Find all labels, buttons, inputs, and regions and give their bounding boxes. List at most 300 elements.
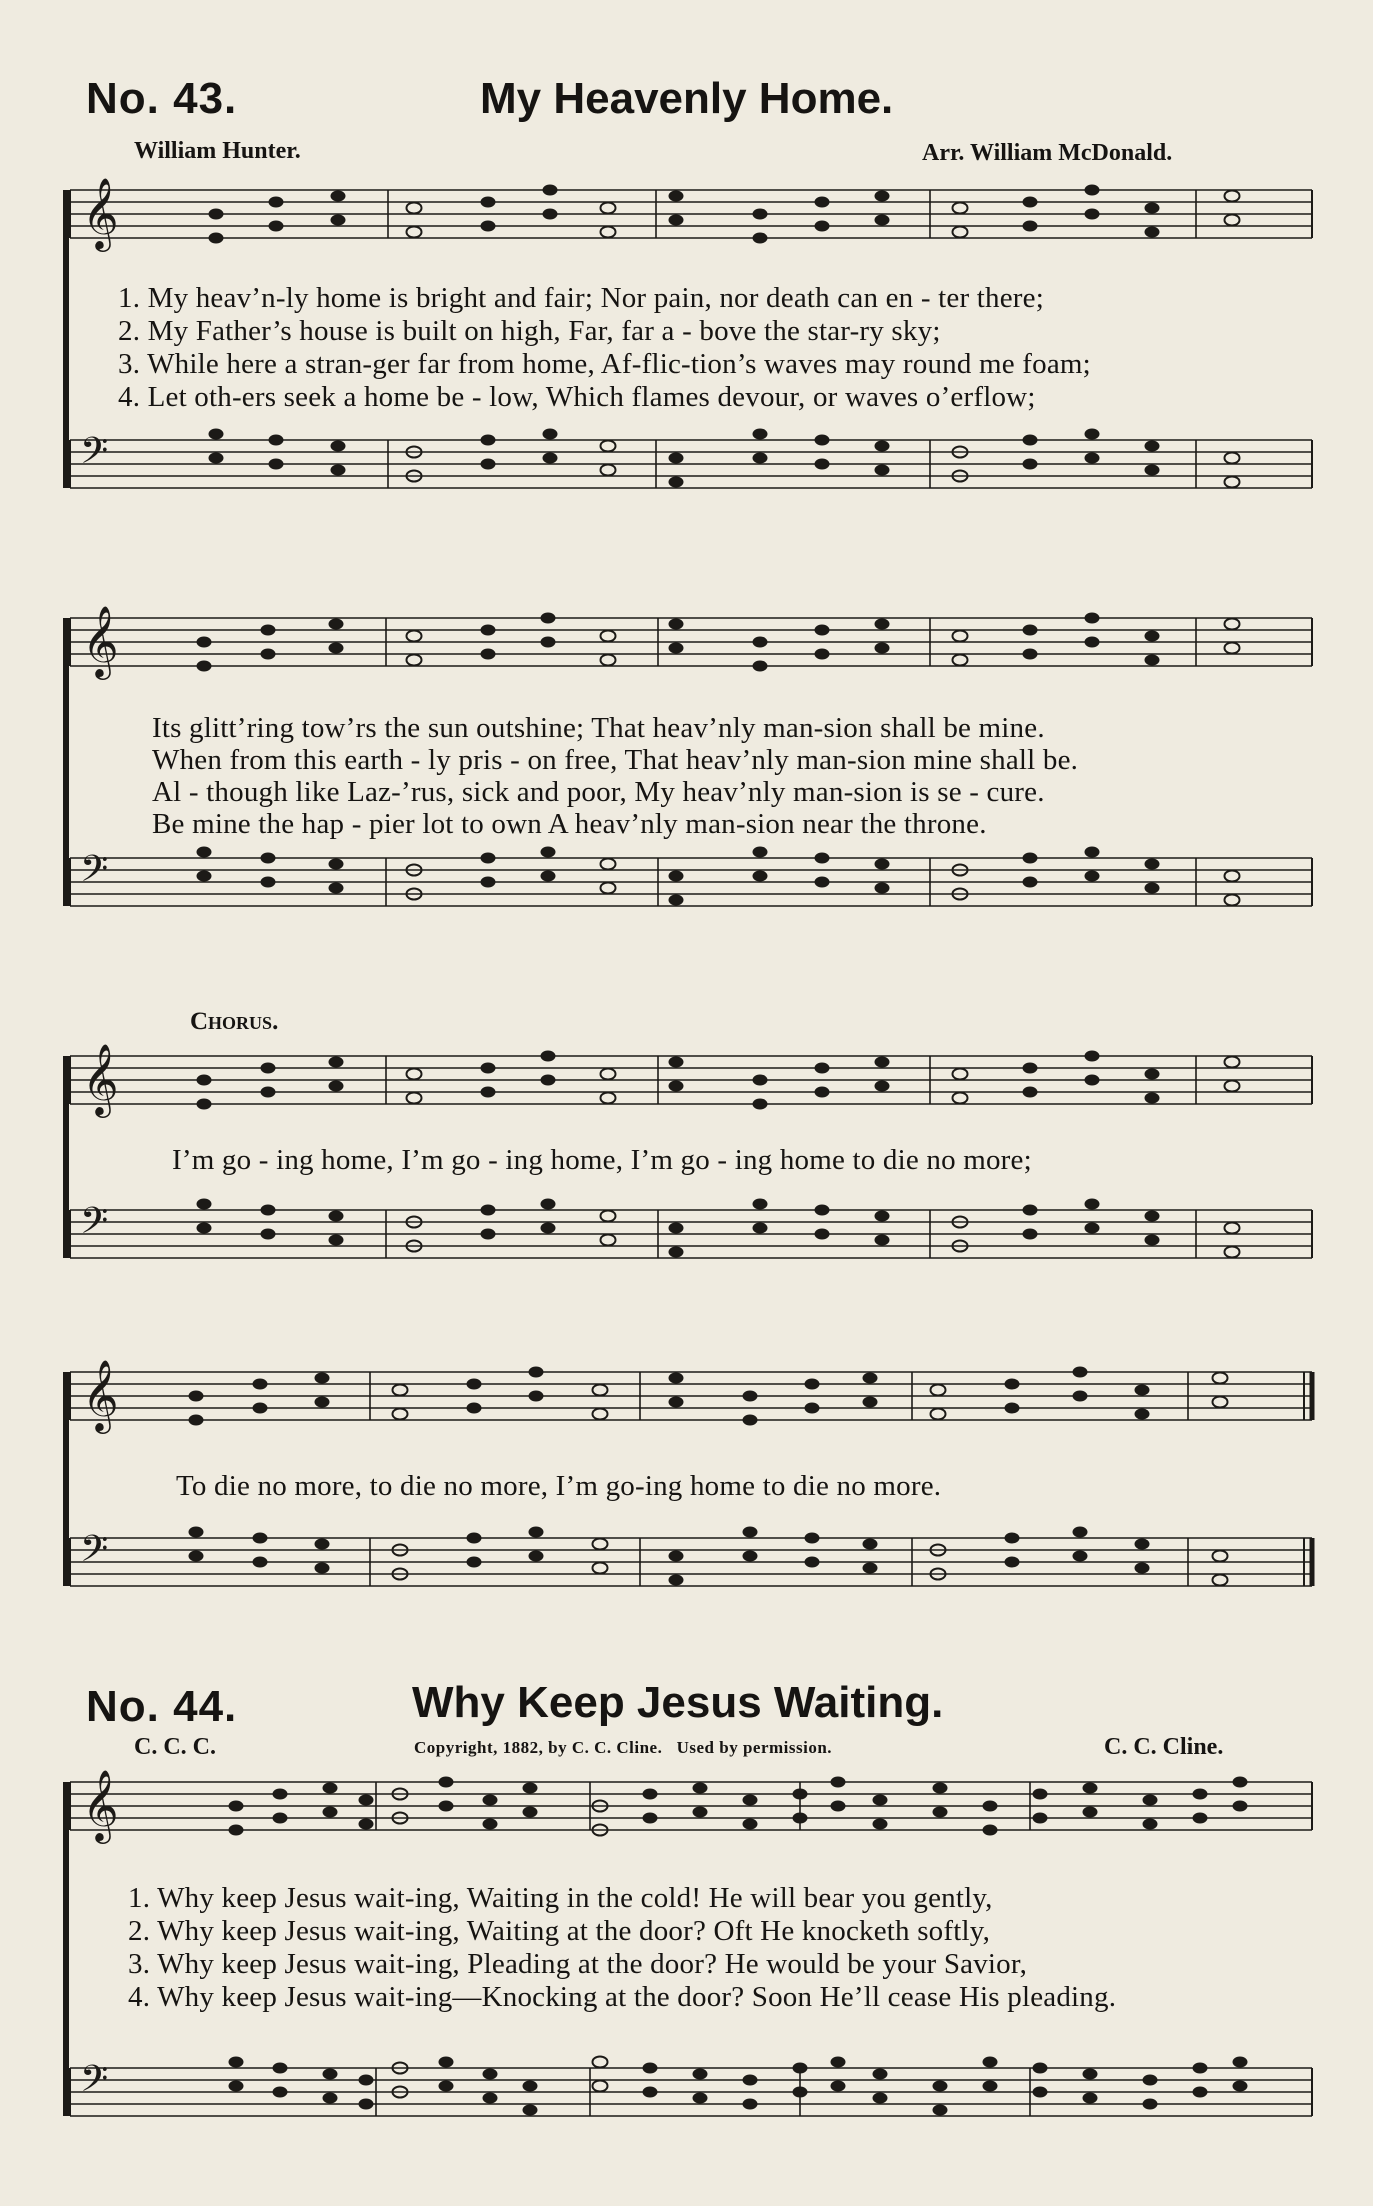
note-head-icon (323, 2069, 338, 2080)
note-head-icon (541, 1051, 556, 1062)
note-head-icon (1135, 1409, 1150, 1420)
note-head-icon (669, 215, 684, 226)
note-head-icon (481, 625, 496, 636)
note-head-icon (1193, 2063, 1208, 2074)
treble-clef-icon: 𝄞 (82, 176, 119, 249)
note-head-icon (269, 197, 284, 208)
note-head-icon (953, 203, 968, 214)
note-head-icon (467, 1379, 482, 1390)
note-head-icon (1225, 1057, 1240, 1068)
note-head-icon (953, 1069, 968, 1080)
note-head-icon (481, 649, 496, 660)
note-head-icon (269, 435, 284, 446)
verse-4: 4. Why keep Jesus wait-ing—Knocking at the door? Soon He’ll cease His pleading. (128, 1981, 1117, 2013)
note-head-icon (593, 1385, 608, 1396)
note-head-icon (331, 441, 346, 452)
note-head-icon (269, 459, 284, 470)
note-head-icon (269, 221, 284, 232)
note-head-icon (873, 1819, 888, 1830)
note-head-icon (1023, 459, 1038, 470)
note-head-icon (815, 877, 830, 888)
note-head-icon (1023, 197, 1038, 208)
note-head-icon (541, 1075, 556, 1086)
note-head-icon (669, 619, 684, 630)
note-head-icon (541, 871, 556, 882)
note-head-icon (831, 1801, 846, 1812)
note-head-icon (601, 859, 616, 870)
note-head-icon (1213, 1575, 1228, 1586)
note-head-icon (467, 1533, 482, 1544)
note-head-icon (1145, 631, 1160, 642)
note-head-icon (669, 1247, 684, 1258)
note-head-icon (1085, 613, 1100, 624)
note-head-icon (529, 1367, 544, 1378)
note-head-icon (863, 1563, 878, 1574)
note-head-icon (481, 197, 496, 208)
note-head-icon (209, 209, 224, 220)
note-head-icon (669, 1081, 684, 1092)
note-head-icon (197, 1199, 212, 1210)
note-head-icon (197, 1223, 212, 1234)
note-head-icon (1005, 1533, 1020, 1544)
note-head-icon (1023, 435, 1038, 446)
note-head-icon (329, 1235, 344, 1246)
note-head-icon (643, 1789, 658, 1800)
note-head-icon (229, 2057, 244, 2068)
note-head-icon (1193, 1789, 1208, 1800)
note-head-icon (1005, 1557, 1020, 1568)
note-head-icon (541, 637, 556, 648)
note-head-icon (693, 2093, 708, 2104)
chorus-line-1: I’m go - ing home, I’m go - ing home, I’m go - ing home to die no more; (172, 1144, 1032, 1176)
note-head-icon (669, 477, 684, 488)
note-head-icon (863, 1397, 878, 1408)
note-head-icon (1023, 649, 1038, 660)
note-head-icon (931, 1409, 946, 1420)
note-head-icon (1085, 429, 1100, 440)
bass-clef-icon: 𝄢 (80, 1528, 109, 1579)
note-head-icon (875, 1211, 890, 1222)
note-head-icon (1145, 227, 1160, 238)
note-head-icon (669, 1373, 684, 1384)
note-head-icon (483, 1819, 498, 1830)
note-head-icon (875, 215, 890, 226)
verse-2-line-b: When from this earth - ly pris - on free, That heav’nly man-sion mine shall be. (152, 744, 1079, 776)
verse-3-line-a: 3. While here a stran-ger far from home, Af-flic-tion’s waves may round me foam; (118, 348, 1091, 380)
note-head-icon (753, 209, 768, 220)
note-head-icon (815, 1229, 830, 1240)
note-head-icon (529, 1551, 544, 1562)
note-head-icon (1225, 871, 1240, 882)
note-head-icon (643, 2063, 658, 2074)
note-head-icon (273, 1789, 288, 1800)
note-head-icon (359, 2075, 374, 2086)
note-head-icon (543, 209, 558, 220)
hymn-43-arranger: Arr. William McDonald. (922, 140, 1173, 166)
note-head-icon (253, 1403, 268, 1414)
note-head-icon (1023, 1229, 1038, 1240)
note-head-icon (1085, 1223, 1100, 1234)
note-head-icon (1085, 871, 1100, 882)
note-head-icon (483, 2093, 498, 2104)
note-head-icon (753, 429, 768, 440)
note-head-icon (229, 1801, 244, 1812)
note-head-icon (669, 1397, 684, 1408)
note-head-icon (1225, 215, 1240, 226)
note-head-icon (831, 2057, 846, 2068)
note-head-icon (541, 1223, 556, 1234)
note-head-icon (331, 191, 346, 202)
note-head-icon (189, 1527, 204, 1538)
note-head-icon (875, 1081, 890, 1092)
note-head-icon (541, 1199, 556, 1210)
note-head-icon (669, 643, 684, 654)
note-head-icon (875, 441, 890, 452)
note-head-icon (1213, 1373, 1228, 1384)
note-head-icon (229, 1825, 244, 1836)
note-head-icon (601, 1235, 616, 1246)
bass-clef-icon: 𝄢 (80, 848, 109, 899)
note-head-icon (593, 2081, 608, 2092)
note-head-icon (197, 871, 212, 882)
note-head-icon (815, 1087, 830, 1098)
note-head-icon (953, 1093, 968, 1104)
note-head-icon (1073, 1527, 1088, 1538)
verse-3: 3. Why keep Jesus wait-ing, Pleading at the door? He would be your Savior, (128, 1948, 1028, 1980)
treble-clef-icon: 𝄞 (82, 604, 119, 677)
note-head-icon (1225, 1247, 1240, 1258)
note-head-icon (983, 2081, 998, 2092)
note-head-icon (669, 1057, 684, 1068)
note-head-icon (481, 1229, 496, 1240)
note-head-icon (931, 1385, 946, 1396)
note-head-icon (601, 1093, 616, 1104)
note-head-icon (669, 1551, 684, 1562)
note-head-icon (1213, 1397, 1228, 1408)
note-head-icon (753, 847, 768, 858)
note-head-icon (1143, 1795, 1158, 1806)
note-head-icon (753, 1199, 768, 1210)
note-head-icon (593, 1539, 608, 1550)
hymn-44-copyright: Copyright, 1882, by C. C. Cline. Used by permission. (414, 1738, 833, 1757)
note-head-icon (1085, 185, 1100, 196)
note-head-icon (481, 853, 496, 864)
note-head-icon (983, 1825, 998, 1836)
note-head-icon (743, 1819, 758, 1830)
note-head-icon (407, 203, 422, 214)
note-head-icon (805, 1403, 820, 1414)
note-head-icon (1225, 1081, 1240, 1092)
note-head-icon (953, 655, 968, 666)
note-head-icon (693, 1807, 708, 1818)
note-head-icon (1225, 191, 1240, 202)
note-head-icon (407, 631, 422, 642)
note-head-icon (643, 2087, 658, 2098)
verse-1-line-b: Its glitt’ring tow’rs the sun outshine; That heav’nly man-sion shall be mine. (152, 712, 1045, 744)
verse-2: 2. Why keep Jesus wait-ing, Waiting at the door? Oft He knocketh softly, (128, 1915, 991, 1947)
note-head-icon (1023, 221, 1038, 232)
note-head-icon (601, 441, 616, 452)
note-head-icon (815, 197, 830, 208)
note-head-icon (743, 1527, 758, 1538)
hymn-44-number: No. 44. (86, 1682, 238, 1731)
note-head-icon (315, 1397, 330, 1408)
note-head-icon (933, 2105, 948, 2116)
note-head-icon (953, 227, 968, 238)
note-head-icon (543, 453, 558, 464)
note-head-icon (1145, 1093, 1160, 1104)
note-head-icon (933, 1783, 948, 1794)
chorus-label: Chorus. (190, 1008, 279, 1035)
note-head-icon (1145, 883, 1160, 894)
note-head-icon (753, 233, 768, 244)
treble-clef-icon: 𝄞 (82, 1042, 119, 1115)
note-head-icon (815, 435, 830, 446)
hymn-44-verses (128, 1882, 1116, 2014)
note-head-icon (189, 1391, 204, 1402)
note-head-icon (601, 655, 616, 666)
note-head-icon (933, 2081, 948, 2092)
note-head-icon (875, 1057, 890, 1068)
note-head-icon (541, 613, 556, 624)
bass-clef-icon: 𝄢 (80, 1200, 109, 1251)
note-head-icon (543, 185, 558, 196)
note-head-icon (189, 1415, 204, 1426)
note-head-icon (1225, 1223, 1240, 1234)
note-head-icon (743, 2099, 758, 2110)
note-head-icon (743, 1415, 758, 1426)
note-head-icon (805, 1557, 820, 1568)
note-head-icon (273, 1813, 288, 1824)
treble-clef-icon: 𝄞 (82, 1768, 119, 1841)
note-head-icon (601, 631, 616, 642)
note-head-icon (1085, 453, 1100, 464)
hymn-43-title: My Heavenly Home. (480, 74, 894, 123)
note-head-icon (483, 2069, 498, 2080)
note-head-icon (793, 2063, 808, 2074)
note-head-icon (359, 1819, 374, 1830)
note-head-icon (753, 637, 768, 648)
note-head-icon (669, 895, 684, 906)
note-head-icon (481, 221, 496, 232)
note-head-icon (189, 1551, 204, 1562)
note-head-icon (753, 453, 768, 464)
note-head-icon (601, 227, 616, 238)
note-head-icon (753, 1223, 768, 1234)
note-head-icon (815, 1063, 830, 1074)
note-head-icon (323, 1783, 338, 1794)
note-head-icon (261, 625, 276, 636)
note-head-icon (273, 2063, 288, 2074)
note-head-icon (543, 429, 558, 440)
note-head-icon (481, 1205, 496, 1216)
note-head-icon (1023, 877, 1038, 888)
note-head-icon (1033, 2063, 1048, 2074)
bass-clef-icon: 𝄢 (80, 2058, 109, 2109)
note-head-icon (1023, 1063, 1038, 1074)
hymn-43-number: No. 43. (86, 74, 238, 123)
note-head-icon (439, 2057, 454, 2068)
note-head-icon (793, 1813, 808, 1824)
note-head-icon (693, 2069, 708, 2080)
note-head-icon (197, 1099, 212, 1110)
note-head-icon (331, 465, 346, 476)
note-head-icon (481, 459, 496, 470)
note-head-icon (1135, 1563, 1150, 1574)
note-head-icon (1145, 465, 1160, 476)
note-head-icon (1033, 2087, 1048, 2098)
note-head-icon (329, 883, 344, 894)
note-head-icon (1145, 655, 1160, 666)
note-head-icon (983, 1801, 998, 1812)
verse-3-line-b: Al - though like Laz-’rus, sick and poor, My heav’nly man-sion is se - cure. (152, 776, 1045, 808)
note-head-icon (1023, 1087, 1038, 1098)
note-head-icon (541, 847, 556, 858)
note-head-icon (1233, 2057, 1248, 2068)
note-head-icon (1033, 1789, 1048, 1800)
note-head-icon (875, 465, 890, 476)
verse-2-line-a: 2. My Father’s house is built on high, Far, far a - bove the star-ry sky; (118, 315, 941, 347)
note-head-icon (329, 619, 344, 630)
note-head-icon (209, 233, 224, 244)
note-head-icon (1233, 1777, 1248, 1788)
note-head-icon (1233, 1801, 1248, 1812)
note-head-icon (407, 1069, 422, 1080)
note-head-icon (481, 435, 496, 446)
note-head-icon (1213, 1551, 1228, 1562)
note-head-icon (315, 1373, 330, 1384)
note-head-icon (467, 1403, 482, 1414)
note-head-icon (753, 871, 768, 882)
note-head-icon (1145, 859, 1160, 870)
note-head-icon (197, 1075, 212, 1086)
note-head-icon (875, 643, 890, 654)
note-head-icon (1145, 1235, 1160, 1246)
note-head-icon (483, 1795, 498, 1806)
note-head-icon (1033, 1813, 1048, 1824)
note-head-icon (793, 1789, 808, 1800)
verse-1-line-a: 1. My heav’n-ly home is bright and fair; Nor pain, nor death can en - ter there; (118, 282, 1044, 314)
note-head-icon (229, 2081, 244, 2092)
note-head-icon (601, 883, 616, 894)
note-head-icon (393, 1385, 408, 1396)
note-head-icon (1083, 2093, 1098, 2104)
note-head-icon (1005, 1403, 1020, 1414)
note-head-icon (601, 203, 616, 214)
note-head-icon (1023, 853, 1038, 864)
note-head-icon (209, 453, 224, 464)
note-head-icon (329, 1057, 344, 1068)
note-head-icon (197, 661, 212, 672)
note-head-icon (329, 1211, 344, 1222)
note-head-icon (261, 1205, 276, 1216)
note-head-icon (1225, 453, 1240, 464)
note-head-icon (983, 2057, 998, 2068)
bass-clef-icon: 𝄢 (80, 430, 109, 481)
note-head-icon (261, 649, 276, 660)
note-head-icon (815, 1205, 830, 1216)
note-head-icon (669, 1575, 684, 1586)
hymn-43-author: William Hunter. (134, 138, 301, 164)
note-head-icon (743, 1391, 758, 1402)
note-head-icon (1083, 1783, 1098, 1794)
note-head-icon (953, 631, 968, 642)
verse-4-line-b: Be mine the hap - pier lot to own A heav’nly man-sion near the throne. (152, 808, 987, 840)
note-head-icon (1085, 637, 1100, 648)
note-head-icon (593, 1563, 608, 1574)
note-head-icon (693, 1783, 708, 1794)
note-head-icon (1073, 1367, 1088, 1378)
note-head-icon (669, 453, 684, 464)
hymn-43-verses-part2 (152, 712, 1078, 840)
note-head-icon (793, 2087, 808, 2098)
note-head-icon (273, 2087, 288, 2098)
note-head-icon (669, 871, 684, 882)
note-head-icon (253, 1557, 268, 1568)
note-head-icon (1005, 1379, 1020, 1390)
note-head-icon (261, 1087, 276, 1098)
note-head-icon (523, 1807, 538, 1818)
note-head-icon (331, 215, 346, 226)
note-head-icon (467, 1557, 482, 1568)
note-head-icon (329, 859, 344, 870)
note-head-icon (873, 2093, 888, 2104)
note-head-icon (1225, 895, 1240, 906)
note-head-icon (815, 625, 830, 636)
note-head-icon (875, 191, 890, 202)
note-head-icon (873, 2069, 888, 2080)
note-head-icon (523, 1783, 538, 1794)
note-head-icon (1085, 847, 1100, 858)
note-head-icon (1085, 1051, 1100, 1062)
note-head-icon (529, 1391, 544, 1402)
note-head-icon (1023, 625, 1038, 636)
hymn-44-composer: C. C. Cline. (1104, 1734, 1224, 1760)
note-head-icon (831, 2081, 846, 2092)
note-head-icon (1143, 1819, 1158, 1830)
note-head-icon (253, 1533, 268, 1544)
note-head-icon (743, 1551, 758, 1562)
note-head-icon (1233, 2081, 1248, 2092)
hymn-43-verses-part1 (118, 282, 1091, 414)
note-head-icon (815, 221, 830, 232)
note-head-icon (1193, 2087, 1208, 2098)
note-head-icon (815, 649, 830, 660)
note-head-icon (1085, 1075, 1100, 1086)
note-head-icon (815, 459, 830, 470)
note-head-icon (393, 1409, 408, 1420)
verse-4-line-a: 4. Let oth-ers seek a home be - low, Which flames devour, or waves o’erflow; (118, 381, 1036, 413)
note-head-icon (481, 1087, 496, 1098)
note-head-icon (481, 877, 496, 888)
note-head-icon (253, 1379, 268, 1390)
note-head-icon (1225, 643, 1240, 654)
note-head-icon (1145, 1069, 1160, 1080)
note-head-icon (643, 1813, 658, 1824)
note-head-icon (1225, 619, 1240, 630)
note-head-icon (439, 1777, 454, 1788)
note-head-icon (669, 1223, 684, 1234)
note-head-icon (407, 227, 422, 238)
note-head-icon (329, 1081, 344, 1092)
note-head-icon (1143, 2075, 1158, 2086)
note-head-icon (815, 853, 830, 864)
note-head-icon (831, 1777, 846, 1788)
note-head-icon (523, 2105, 538, 2116)
note-head-icon (261, 1063, 276, 1074)
note-head-icon (743, 1795, 758, 1806)
note-head-icon (1145, 203, 1160, 214)
